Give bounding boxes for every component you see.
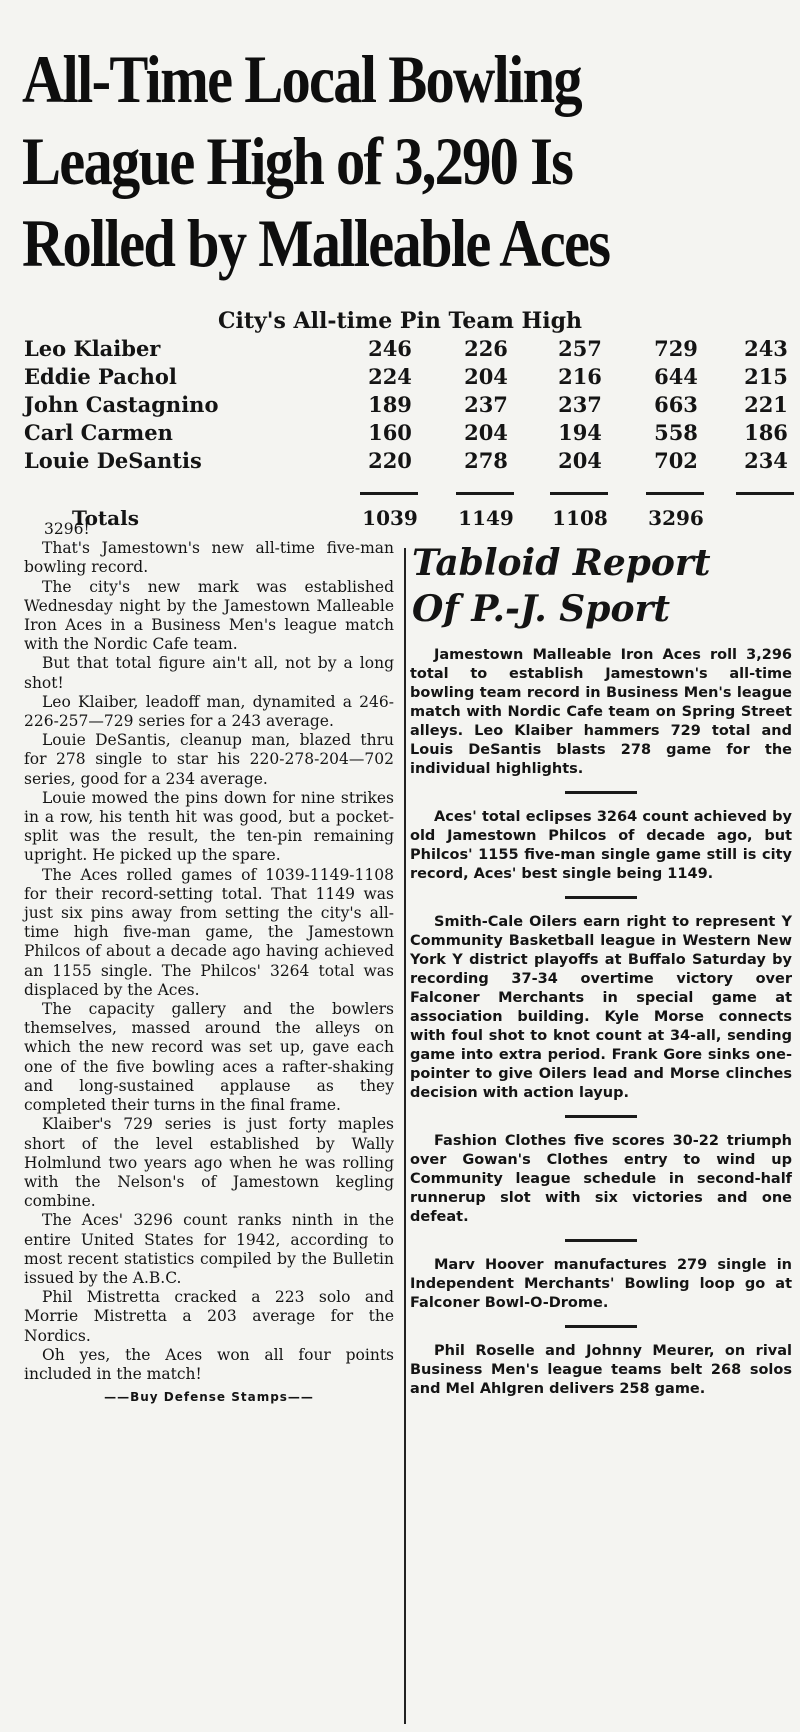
total-cell: 1149 — [458, 506, 514, 530]
score-cell: 644 — [654, 364, 698, 389]
score-cell: 220 — [368, 448, 412, 473]
item-separator — [565, 1115, 637, 1118]
score-cell: 246 — [368, 336, 412, 361]
item-separator — [565, 1325, 637, 1328]
tabloid-item: Fashion Clothes five scores 30-22 triumph over Gowan's Clothes entry to wind up Community league schedule in second-half runnerup slot with six victories and one defeat. — [410, 1133, 792, 1225]
total-rule — [736, 492, 794, 495]
score-table — [24, 336, 794, 536]
score-cell: 224 — [368, 364, 412, 389]
headline-line-2: League High of 3,290 Is — [22, 123, 573, 199]
table-row — [24, 364, 794, 392]
article-paragraph: But that total figure ain't all, not by a long shot! — [24, 654, 394, 692]
bowler-name: Carl Carmen — [24, 420, 173, 445]
score-cell: 215 — [744, 364, 788, 389]
tabloid-title-line-1: Tabloid Report — [412, 542, 711, 584]
table-row — [24, 448, 794, 476]
article-paragraph: 3296! — [44, 520, 90, 538]
score-cell: 216 — [558, 364, 602, 389]
bowler-name: Eddie Pachol — [24, 364, 177, 389]
totals-label: Totals — [72, 506, 139, 530]
total-rule — [646, 492, 704, 495]
score-cell: 226 — [464, 336, 508, 361]
score-cell: 186 — [744, 420, 788, 445]
score-cell: 237 — [558, 392, 602, 417]
score-cell: 663 — [654, 392, 698, 417]
bowler-name: Leo Klaiber — [24, 336, 161, 361]
tabloid-item: Aces' total eclipses 3264 count achieved by old Jamestown Philcos of decade ago, but Philcos' 1155 five-man single game still is city record, Aces' best single being 1149. — [410, 809, 792, 882]
total-rule — [360, 492, 418, 495]
score-cell: 204 — [464, 364, 508, 389]
tabloid-item: Jamestown Malleable Iron Aces roll 3,296 total to establish Jamestown's all-time bowling team record in Business Men's league match with Nordic Cafe team on Spring Street alleys. Leo Klaiber hammers 729 total and Louis DeSantis blasts 278 game for the individual highlights. — [410, 647, 792, 777]
tabloid-item: Phil Roselle and Johnny Meurer, on rival Business Men's league teams belt 268 solos and Mel Ahlgren delivers 258 game. — [410, 1343, 792, 1397]
total-rule — [456, 492, 514, 495]
total-rule — [550, 492, 608, 495]
total-cell: 3296 — [648, 506, 704, 530]
headline-line-3: Rolled by Malleable Aces — [22, 205, 610, 281]
article-paragraph: The Aces rolled games of 1039-1149-1108 for their record-setting total. That 1149 was just six pins away from setting the city's all-time high five-man game, the Jamestown Philcos of about a decade ago having achieved an 1155 single. The Philcos' 3264 total was displaced by the Aces. — [24, 865, 394, 999]
table-row — [24, 336, 794, 364]
score-cell: 558 — [654, 420, 698, 445]
bowler-name: Louie DeSantis — [24, 448, 202, 473]
defense-stamps-footer: ——Buy Defense Stamps—— — [104, 1390, 314, 1405]
article-paragraph: The Aces' 3296 count ranks ninth in the entire United States for 1942, according to most recent statistics compiled by the Bulletin issued by the A.B.C. — [24, 1211, 394, 1287]
score-cell: 204 — [558, 448, 602, 473]
score-cell: 234 — [744, 448, 788, 473]
headline-line-1: All-Time Local Bowling — [22, 41, 581, 117]
table-row — [24, 420, 794, 448]
score-table-title: City's All-time Pin Team High — [217, 308, 583, 334]
article-paragraph: Louie DeSantis, cleanup man, blazed thru for 278 single to star his 220-278-204—702 series, good for a 234 average. — [24, 731, 394, 788]
item-separator — [565, 791, 637, 794]
bowler-name: John Castagnino — [24, 392, 219, 417]
score-cell: 257 — [558, 336, 602, 361]
article-paragraph: The city's new mark was established Wednesday night by the Jamestown Malleable Iron Aces in a Business Men's league match with the Nordic Cafe team. — [24, 577, 394, 654]
totals-rules — [24, 476, 794, 506]
column-divider — [404, 548, 406, 1724]
article-paragraph: That's Jamestown's new all-time five-man bowling record. — [24, 539, 394, 577]
article-paragraph: Klaiber's 729 series is just forty maples short of the level established by Wally Holmlund two years ago when he was rolling with the Nelson's of Jamestown kegling combine. — [24, 1115, 394, 1211]
score-cell: 243 — [744, 336, 788, 361]
article-paragraph: Louie mowed the pins down for nine strikes in a row, his tenth hit was good, but a pocket-split was the result, the ten-pin remaining upright. He picked up the spare. — [24, 788, 394, 865]
score-cell: 729 — [654, 336, 698, 361]
table-row — [24, 392, 794, 420]
tabloid-item: Marv Hoover manufactures 279 single in Independent Merchants' Bowling loop go at Falconer Bowl-O-Drome. — [410, 1257, 792, 1311]
score-cell: 160 — [368, 420, 412, 445]
tabloid-item: Smith-Cale Oilers earn right to represent Y Community Basketball league in Western New York Y district playoffs at Buffalo Saturday by recording 37-34 overtime victory over Falconer Merchants in special game at association building. Kyle Morse connects with foul shot to knot count at 34-all, sending game into extra period. Frank Gore sinks one-pointer to give Oilers lead and Morse clinches decision with action layup. — [410, 914, 792, 1101]
item-separator — [565, 896, 637, 899]
score-cell: 204 — [464, 420, 508, 445]
score-cell: 278 — [464, 448, 508, 473]
total-cell: 1108 — [552, 506, 608, 530]
total-cell: 1039 — [362, 506, 418, 530]
article-paragraph: Phil Mistretta cracked a 223 solo and Morrie Mistretta a 203 average for the Nordics. — [24, 1288, 394, 1345]
article-paragraph: Oh yes, the Aces won all four points included in the match! — [24, 1345, 394, 1383]
tabloid-report — [410, 540, 792, 1399]
score-cell: 194 — [558, 420, 602, 445]
article-paragraph: Leo Klaiber, leadoff man, dynamited a 246-226-257—729 series for a 243 average. — [24, 692, 394, 731]
headline — [22, 38, 684, 284]
score-cell: 702 — [654, 448, 698, 473]
tabloid-title-line-2: Of P.-J. Sport — [412, 588, 671, 630]
tabloid-title — [412, 540, 792, 632]
item-separator — [565, 1239, 637, 1242]
article-body — [24, 520, 394, 1407]
score-cell: 221 — [744, 392, 788, 417]
score-cell: 189 — [368, 392, 412, 417]
article-paragraph: The capacity gallery and the bowlers themselves, massed around the alleys on which the new record was set up, gave each one of the five bowling aces a rafter-shaking and long-sustained applause as they completed their turns in the final frame. — [24, 1000, 394, 1115]
score-cell: 237 — [464, 392, 508, 417]
